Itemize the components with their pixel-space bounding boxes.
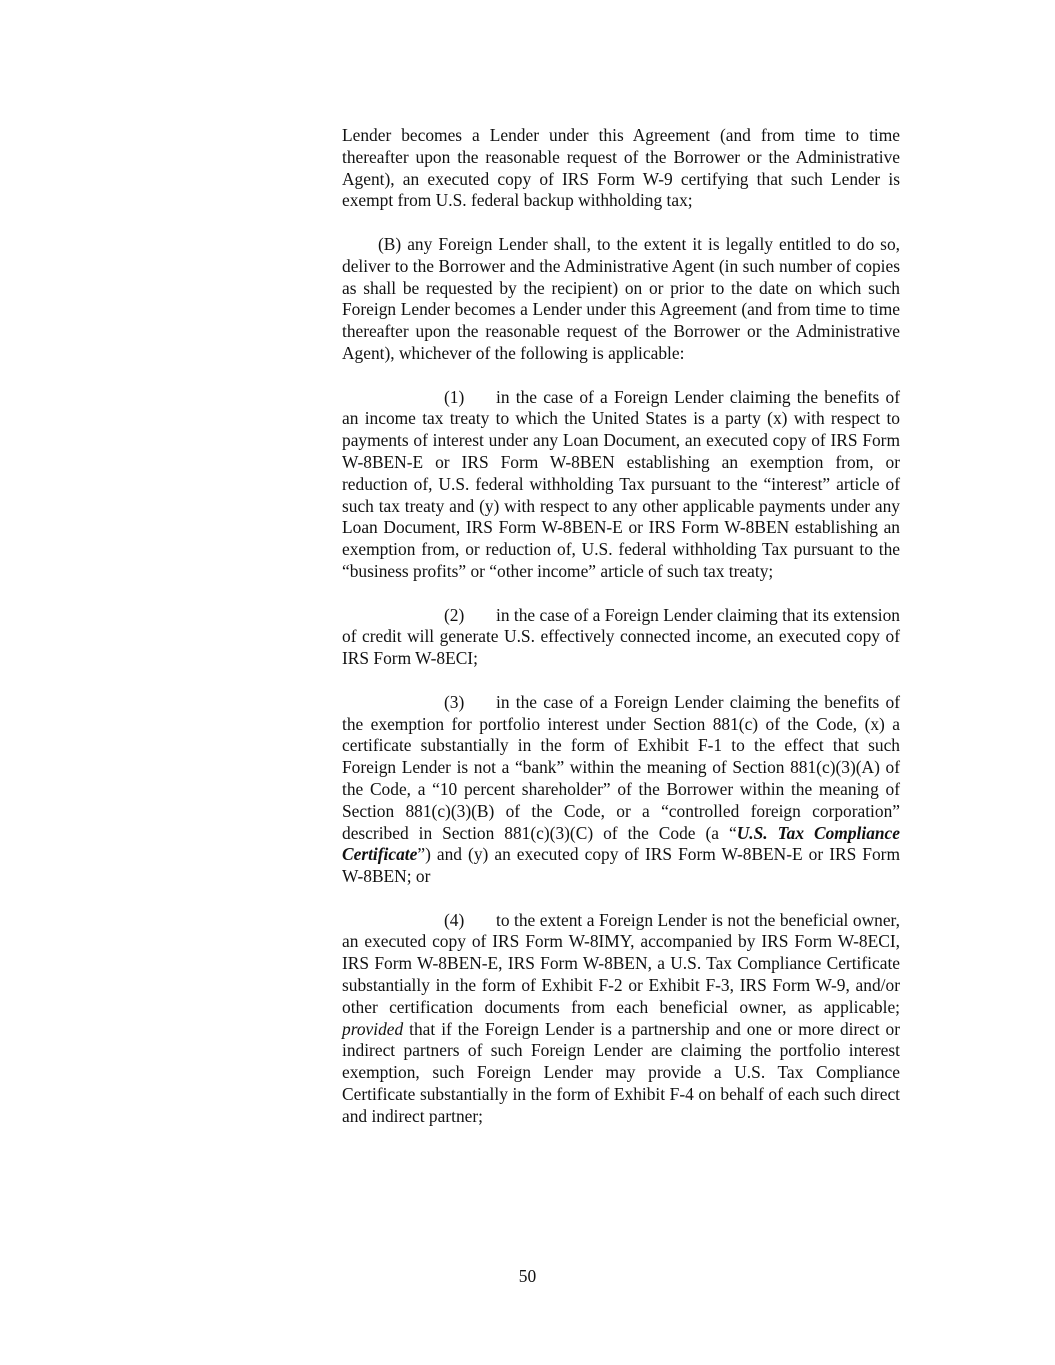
paragraph-b: (B) any Foreign Lender shall, to the extent it is legally entitled to do so, deliver to the Borrower and the Administrative Agent (in such number of copies as shall be requested by the recipient) on or prior to the date on which such Foreign Lender becomes a Lender under this Agreement (and from time to time thereafter upon the reasonable request of the Borrower or the Administrative Agent), whichever of the following is applicable: xyxy=(342,233,900,363)
item-1-paragraph xyxy=(342,387,900,583)
paragraph-spacer xyxy=(342,365,900,387)
item-4-text-before: to the extent a Foreign Lender is not the beneficial owner, an executed copy of IRS Form W-8IMY, accompanied by IRS Form W-8ECI, IRS Form W-8BEN-E, IRS Form W-8BEN, a U.S. Tax Compliance Certificate substantially in the form of Exhibit F-2 or Exhibit F-3, IRS Form W-9, and/or other certification documents from each beneficial owner, as applicable; xyxy=(342,909,900,1017)
item-1-text: in the case of a Foreign Lender claiming the benefits of an income tax treaty to which the United States is a party (x) with respect to payments of interest under any Loan Document, an executed copy of IRS Form W-8BEN-E or IRS Form W-8BEN establishing an exemption from, or reduction of, U.S. federal withholding Tax pursuant to the “interest” article of such tax treaty and (y) with respect to any other applicable payments under any Loan Document, IRS Form W-8BEN-E or IRS Form W-8BEN establishing an exemption from, or reduction of, U.S. federal withholding Tax pursuant to the “business profits” or “other income” article of such tax treaty; xyxy=(342,386,900,581)
item-4-text-after: that if the Foreign Lender is a partnership and one or more direct or indirect partners of such Foreign Lender are claiming the portfolio interest exemption, such Foreign Lender may provide a U.S. Tax Compliance Certificate substantially in the form of Exhibit F-4 on behalf of each such direct and indirect partner; xyxy=(342,1018,900,1126)
item-3-text-before: in the case of a Foreign Lender claiming the benefits of the exemption for portfolio interest under Section 881(c) of the Code, (x) a certificate substantially in the form of Exhibit F-1 to the effect that such Foreign Lender is not a “bank” within the meaning of Section 881(c)(3)(A) of the Code, a “10 percent shareholder” of the Borrower within the meaning of Section 881(c)(3)(B) of the Code, or a “controlled foreign corporation” described in Section 881(c)(3)(C) of the Code (a “ xyxy=(342,691,900,843)
paragraph-spacer xyxy=(342,670,900,692)
paragraph-spacer xyxy=(342,583,900,605)
item-3-number: (3) xyxy=(444,691,465,712)
item-2-number: (2) xyxy=(444,604,465,625)
italic-provided: provided xyxy=(342,1018,404,1039)
body-text-column xyxy=(342,125,900,1128)
intro-paragraph: Lender becomes a Lender under this Agreement (and from time to time thereafter upon the reasonable request of the Borrower or the Administrative Agent), an executed copy of IRS Form W-9 certifying that such Lender is exempt from U.S. federal backup withholding tax; xyxy=(342,125,900,211)
page-number: 50 xyxy=(518,1266,537,1286)
defined-term-us-tax-compliance-certificate: U.S. Tax Compliance Certificate xyxy=(342,822,900,865)
item-1-number: (1) xyxy=(444,386,465,407)
item-2-paragraph xyxy=(342,605,900,670)
item-2-text: in the case of a Foreign Lender claiming that its extension of credit will generate U.S. effectively connected income, an executed copy of IRS Form W-8ECI; xyxy=(342,604,900,669)
item-4-paragraph xyxy=(342,910,900,1128)
item-3-paragraph xyxy=(342,692,900,888)
paragraph-spacer xyxy=(342,212,900,234)
item-4-number: (4) xyxy=(444,909,465,930)
item-3-text-after: ”) and (y) an executed copy of IRS Form W-8BEN-E or IRS Form W-8BEN; or xyxy=(342,844,900,887)
paragraph-spacer xyxy=(342,888,900,910)
